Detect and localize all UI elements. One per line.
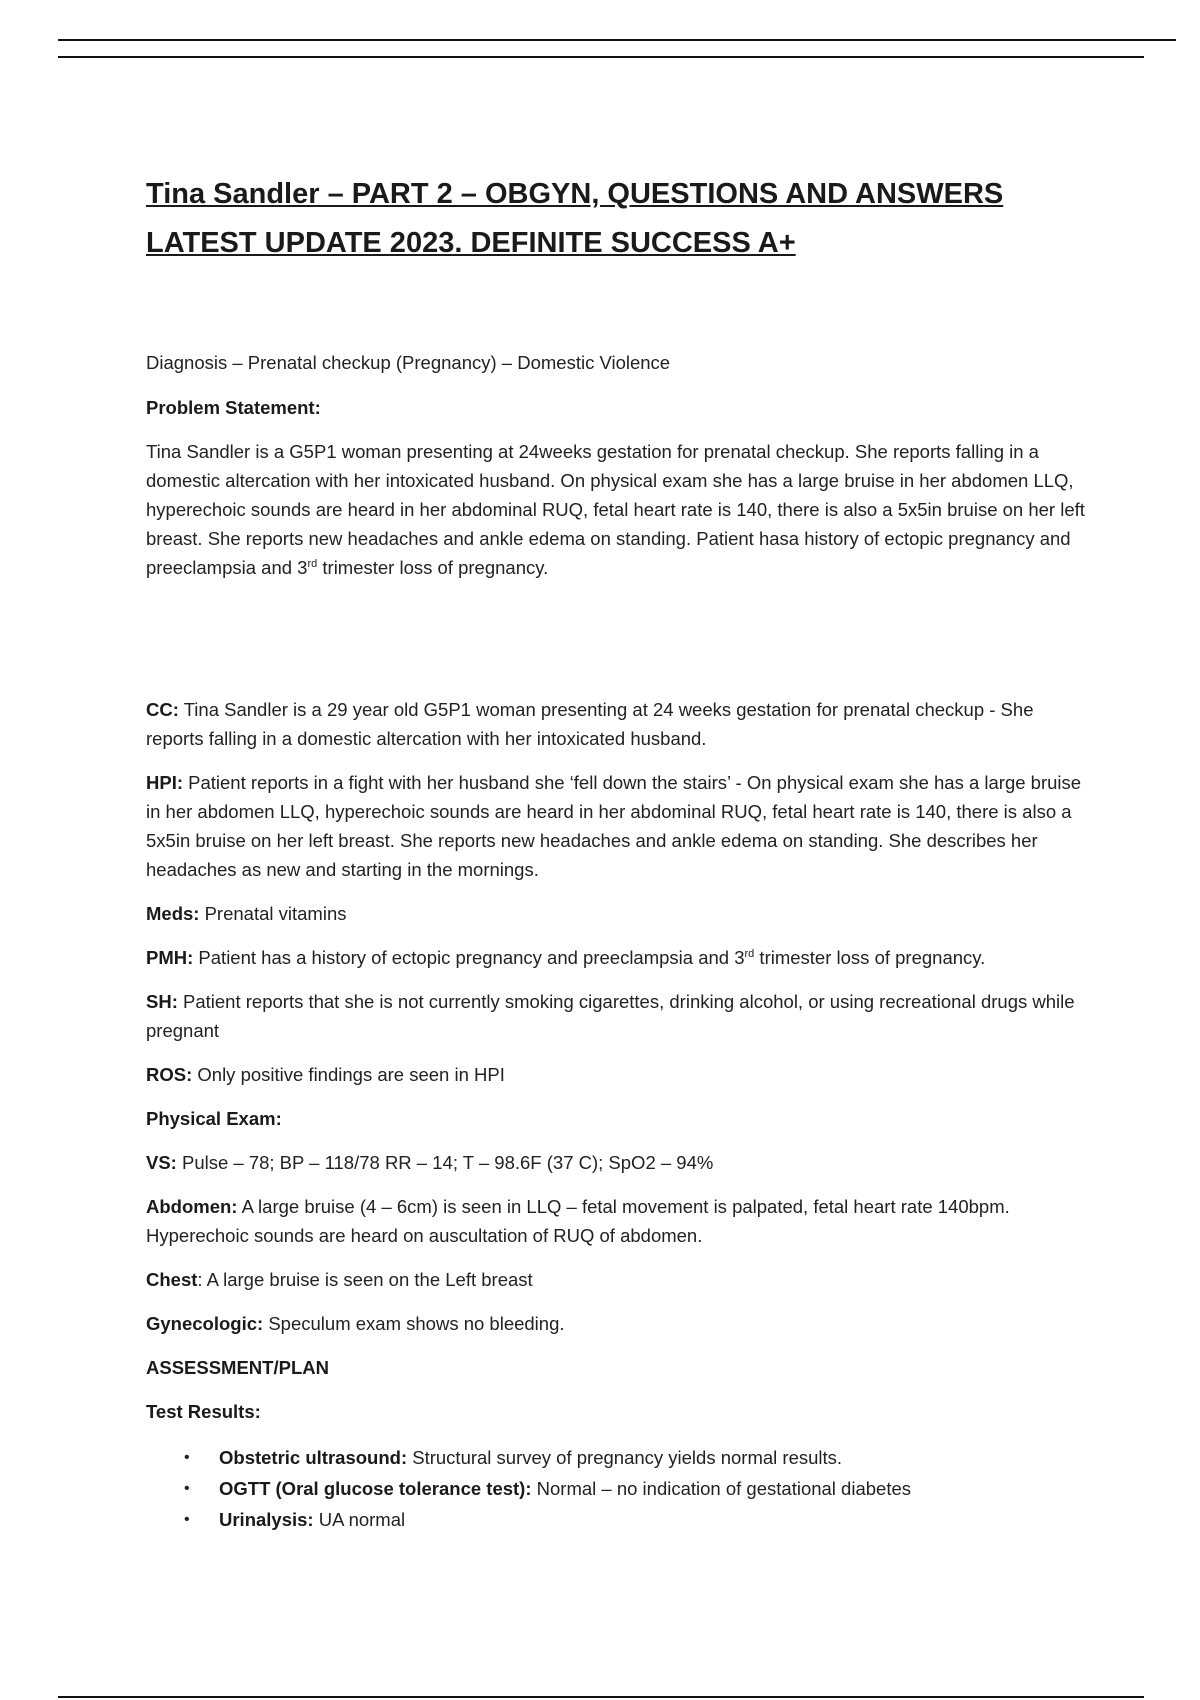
sh-paragraph	[146, 987, 1096, 1045]
cc-paragraph	[146, 695, 1096, 753]
test-results-list	[146, 1442, 1096, 1535]
assessment-plan-heading	[146, 1353, 1096, 1382]
pmh-sup: rd	[744, 947, 755, 960]
list-item	[184, 1442, 1096, 1473]
ros-paragraph	[146, 1060, 1096, 1089]
hpi-paragraph	[146, 768, 1096, 884]
test-label: OGTT (Oral glucose tolerance test):	[219, 1478, 532, 1499]
list-item	[184, 1504, 1096, 1535]
problem-statement-label: Problem Statement:	[146, 397, 321, 418]
pmh-tail: trimester loss of pregnancy.	[754, 947, 986, 968]
chest-label: Chest	[146, 1269, 198, 1290]
sh-text: Patient reports that she is not currently smoking cigarettes, drinking alcohol, or using recreational drugs while pregnant	[146, 991, 1075, 1041]
gynecologic-paragraph	[146, 1309, 1096, 1338]
meds-label: Meds:	[146, 903, 200, 924]
cc-label: CC:	[146, 699, 179, 720]
problem-statement-text	[146, 437, 1096, 582]
header-rule-top	[58, 39, 1176, 41]
title-line-2: LATEST UPDATE 2023. DEFINITE SUCCESS A+	[146, 227, 796, 259]
test-results-heading	[146, 1397, 1096, 1426]
ros-label: ROS:	[146, 1064, 193, 1085]
test-text: Normal – no indication of gestational diabetes	[531, 1478, 912, 1499]
problem-statement-tail: trimester loss of pregnancy.	[317, 557, 549, 578]
document-body	[146, 170, 1096, 1535]
hpi-text: Patient reports in a fight with her husband she ‘fell down the stairs’ - On physical exam she has a large bruise in her abdomen LLQ, hyperechoic sounds are heard in her abdominal RUQ, fetal heart rate is 140, there is also a 5x5in bruise on her left breast. She reports new headaches and ankle edema on standing. She describes her headaches as new and starting in the mornings.	[146, 772, 1082, 880]
problem-statement-heading	[146, 393, 1096, 422]
meds-paragraph	[146, 899, 1096, 928]
diagnosis-line: Diagnosis – Prenatal checkup (Pregnancy) – Domestic Violence	[146, 352, 671, 373]
footer-rule	[58, 1696, 1144, 1698]
assessment-plan-label: ASSESSMENT/PLAN	[146, 1357, 329, 1378]
meds-text: Prenatal vitamins	[199, 903, 347, 924]
pmh-label: PMH:	[146, 947, 194, 968]
abdomen-text: A large bruise (4 – 6cm) is seen in LLQ – fetal movement is palpated, fetal heart rate 140bpm. Hyperechoic sounds are heard on auscultation of RUQ of abdomen.	[146, 1196, 1010, 1246]
vs-paragraph	[146, 1148, 1096, 1177]
test-label: Urinalysis:	[219, 1509, 314, 1530]
chest-text: : A large bruise is seen on the Left breast	[197, 1269, 533, 1290]
gynecologic-text: Speculum exam shows no bleeding.	[263, 1313, 565, 1334]
chest-paragraph	[146, 1265, 1096, 1294]
problem-statement-body: Tina Sandler is a G5P1 woman presenting at 24weeks gestation for prenatal checkup. She reports falling in a domestic altercation with her intoxicated husband. On physical exam she has a large bruise in her abdomen LLQ, hyperechoic sounds are heard in her abdominal RUQ, fetal heart rate is 140, there is also a 5x5in bruise on her left breast. She reports new headaches and ankle edema on standing. Patient hasa history of ectopic pregnancy and preeclampsia and 3	[146, 441, 1085, 578]
hpi-label: HPI:	[146, 772, 183, 793]
problem-statement-sup: rd	[307, 557, 318, 570]
physical-exam-label: Physical Exam:	[146, 1108, 282, 1129]
abdomen-paragraph	[146, 1192, 1096, 1250]
pmh-paragraph	[146, 943, 1096, 972]
test-text: Structural survey of pregnancy yields normal results.	[407, 1447, 843, 1468]
title-line-1: Tina Sandler – PART 2 – OBGYN, QUESTIONS AND ANSWERS	[146, 178, 1004, 210]
test-text: UA normal	[313, 1509, 406, 1530]
test-label: Obstetric ultrasound:	[219, 1447, 408, 1468]
bullet-icon: •	[184, 1511, 190, 1528]
gynecologic-label: Gynecologic:	[146, 1313, 264, 1334]
header-rule-bottom	[58, 56, 1144, 58]
vs-text: Pulse – 78; BP – 118/78 RR – 14; T – 98.6F (37 C); SpO2 – 94%	[176, 1152, 714, 1173]
pmh-text: Patient has a history of ectopic pregnancy and preeclampsia and 3	[193, 947, 745, 968]
bullet-icon: •	[184, 1480, 190, 1497]
physical-exam-heading	[146, 1104, 1096, 1133]
document-title	[146, 170, 1096, 268]
test-results-label: Test Results:	[146, 1401, 261, 1422]
cc-text: Tina Sandler is a 29 year old G5P1 woman presenting at 24 weeks gestation for prenatal checkup - She reports falling in a domestic altercation with her intoxicated husband.	[146, 699, 1034, 749]
vs-label: VS:	[146, 1152, 177, 1173]
abdomen-label: Abdomen:	[146, 1196, 238, 1217]
ros-text: Only positive findings are seen in HPI	[192, 1064, 505, 1085]
list-item	[184, 1473, 1096, 1504]
sh-label: SH:	[146, 991, 178, 1012]
bullet-icon: •	[184, 1449, 190, 1466]
